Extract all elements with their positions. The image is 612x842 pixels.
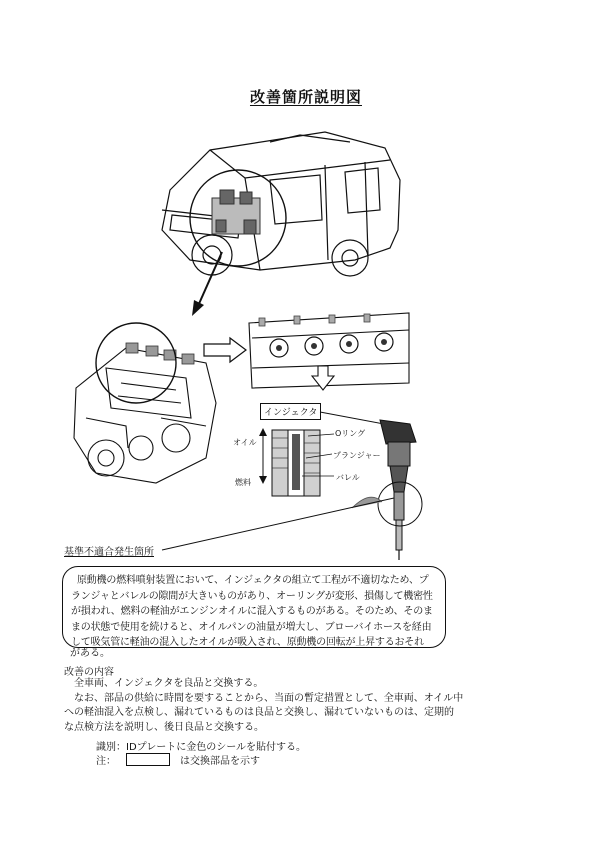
injector-label: インジェクタ [260, 403, 321, 420]
description-line: が損われ、燃料の軽油がエンジンオイルに混入するものがある。そのため、そのま [71, 606, 433, 617]
flow-arrows [256, 428, 270, 484]
improvement-line: への軽油混入を点検し、漏れているものは良品と交換し、漏れていないものは、定期的 [64, 707, 454, 718]
hollow-arrow [202, 336, 248, 364]
identification-text: 識別：IDプレートに金色のシールを貼付する。 [96, 742, 307, 753]
plunger-label: プランジャー [333, 451, 381, 460]
improvement-heading: 改善の内容 [64, 667, 114, 678]
cylinder-head-illustration [244, 308, 414, 392]
note-row [96, 752, 260, 767]
description-box [62, 566, 446, 648]
oring-label: Oリング [335, 429, 366, 438]
description-line: ランジャとバレルの隙間が大きいものがあり、オーリングが変形、損傷して機密性 [71, 590, 433, 602]
improvement-line: な点検方法を説明し、後日良品と交換する。 [64, 721, 264, 733]
description-line: がある。 [70, 648, 110, 659]
note-prefix: 注： [96, 756, 116, 767]
noncompliance-leader [160, 494, 400, 554]
fuel-label: 燃料 [235, 478, 251, 487]
oil-label: オイル [233, 438, 257, 447]
note-suffix: は交換部品を示す [180, 756, 260, 767]
improvement-line: なお、部品の供給に時間を要することから、当面の暫定措置として、全車両、オイル中 [74, 692, 464, 704]
note-legend-box [126, 753, 170, 766]
noncompliance-heading: 基準不適合発生箇所 [64, 547, 154, 558]
description-line: して吸気管に軽油の混入したオイルが吸入され、原動機の回転が上昇するおそれ [71, 637, 424, 648]
improvement-text [64, 677, 463, 735]
description-line: 原動機の燃料噴射装置において、インジェクタの組立て工程が不適切なため、プ [77, 575, 429, 586]
barrel-label: バレル [336, 473, 360, 482]
description-line: まの状態で使用を続けると、オイルパンの油量が増大し、ブローバイホースを経由 [71, 621, 432, 633]
page-title: 改善箇所説明図 [249, 88, 362, 106]
improvement-line: 全車両、インジェクタを良品と交換する。 [74, 678, 264, 689]
